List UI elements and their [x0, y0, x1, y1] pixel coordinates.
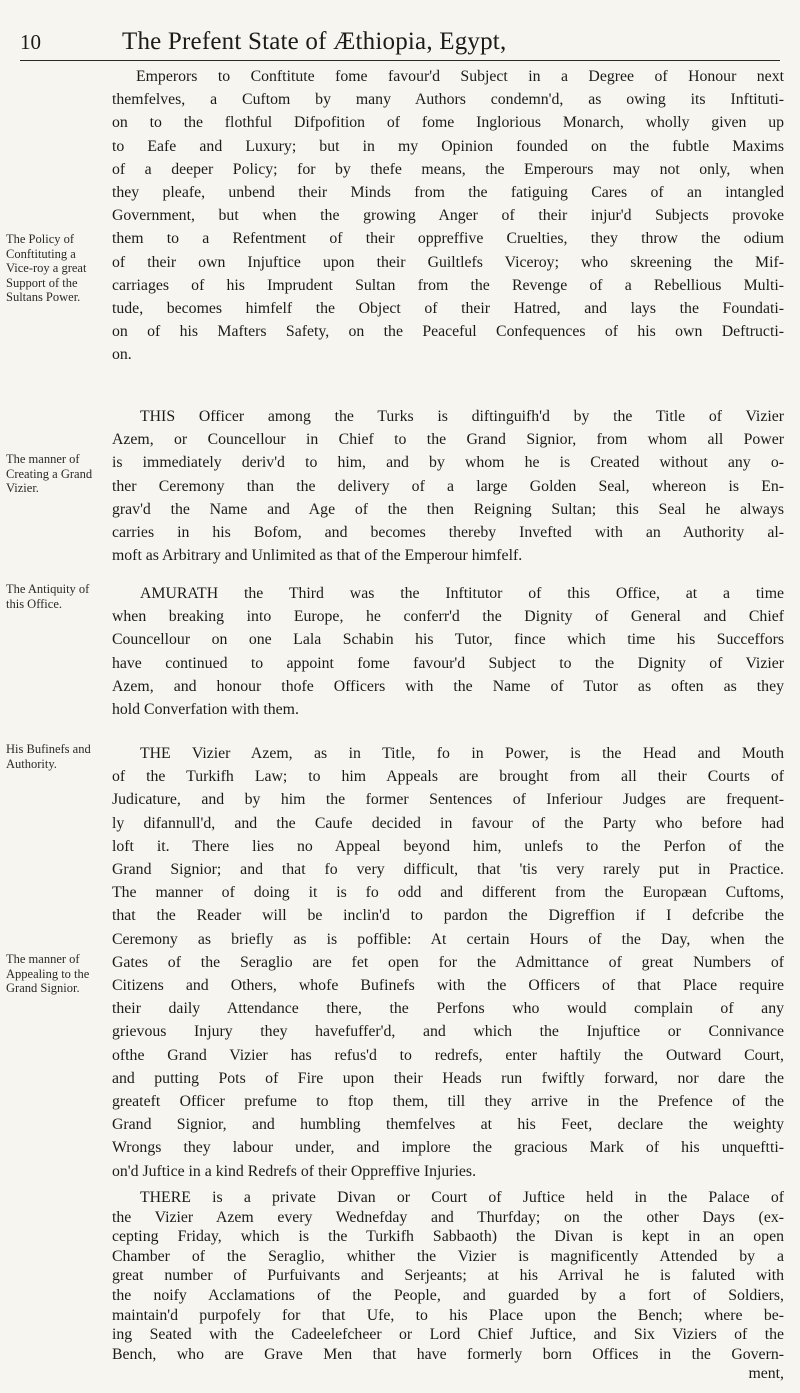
text-line: carriages of his Imprudent Sultan from the Revenge of a Rebellious Multi- [112, 276, 784, 294]
text-line: ment, [748, 1365, 784, 1383]
text-line: tude, becomes himfelf the Object of their Hatred, and lays the Foundati- [112, 300, 784, 318]
text-line: Citizens and Others, whofe Bufinefs with the Officers of that Place require [112, 977, 784, 995]
text-line: great number of Purfuivants and Serjeants; at his Arrival he is faluted with [112, 1267, 784, 1285]
paragraph-business-authority [112, 742, 784, 1183]
page-header [20, 0, 790, 60]
text-line: grav'd the Name and Age of the then Reigning Sultan; this Seal he always [112, 500, 784, 518]
text-line: ly difannull'd, and the Caufe decided in favour of the Party who before had [112, 814, 784, 832]
text-line: ther Ceremony than the delivery of a large Golden Seal, whereon is En- [112, 477, 784, 495]
text-line: Grand Signior; and that fo very difficult, that 'tis very rarely put in Practice. [112, 861, 784, 879]
body-text-5 [112, 1188, 784, 1384]
text-line: that the Reader will be inclin'd to pardon the Digreffion if I defcribe the [112, 907, 784, 925]
text-line: Bench, who are Grave Men that have formerly born Offices in the Govern- [112, 1345, 784, 1363]
text-line: Councellour on one Lala Schabin his Tutor, fince which time his Succeffors [112, 631, 784, 649]
text-line: maintain'd purpofely for that Ufe, to his Place upon the Bench; where be- [112, 1306, 784, 1324]
text-line: loft it. There lies no Appeal beyond him, unlefs to the Perfon of the [112, 837, 784, 855]
text-line: The manner of doing it is fo odd and different from the Europæan Cuftoms, [112, 884, 784, 902]
text-line: of a deeper Policy; for by thefe means, the Emperours may not only, when [112, 160, 784, 178]
text-line: THERE is a private Divan or Court of Juftice held in the Palace of [140, 1189, 784, 1206]
text-line: Grand Signior, and humbling themfelves at his Feet, declare the weighty [112, 1116, 784, 1134]
body-text-4 [112, 742, 784, 1183]
text-line: grievous Injury they havefuffer'd, and which the Injuftice or Connivance [112, 1023, 784, 1041]
text-line: moft as Arbitrary and Unlimited as that of the Emperour himfelf. [112, 547, 523, 565]
margin-note-appealing: The manner of Appealing to the Grand Signior. [6, 952, 90, 995]
text-line: and putting Pots of Fire upon their Heads run fwiftly forward, nor dare the [112, 1069, 784, 1087]
header-rule [20, 60, 780, 61]
text-line: THIS Officer among the Turks is diftinguifh'd by the Title of Vizier [140, 408, 784, 425]
text-line: AMURATH the Third was the Inftitutor of this Office, at a time [140, 585, 784, 602]
text-line: on of his Mafters Safety, on the Peaceful Confequences of his own Deftructi- [112, 323, 784, 341]
text-line: of the Turkifh Law; to him Appeals are brought from all their Courts of [112, 768, 784, 786]
text-line: Emperors to Conftitute fome favour'd Subject in a Degree of Honour next [136, 68, 784, 85]
text-line: ofthe Grand Vizier has refus'd to redrefs, enter haftily the Outward Court, [112, 1046, 784, 1064]
body-text-3 [112, 582, 784, 721]
text-line: the Vizier Azem every Wednefday and Thurfday; on the other Days (ex- [112, 1208, 784, 1226]
text-line: Chamber of the Seraglio, whither the Vizier is magnificently Attended by a [112, 1247, 784, 1265]
text-line: themfelves, a Cuftom by many Authors condemn'd, as owing its Inftituti- [112, 91, 784, 109]
text-line: on. [112, 346, 132, 364]
margin-note-policy-viceroy: The Policy of Conftituting a Vice-roy a great Support of the Sultans Power. [6, 232, 87, 304]
text-line: hold Converfation with them. [112, 701, 299, 719]
text-line: is immediately deriv'd to him, and by whom he is Created without any o- [112, 454, 784, 472]
margin-note-antiquity: The Antiquity of this Office. [6, 582, 90, 611]
text-line: their daily Attendance there, the Perfons who would complain of any [112, 1000, 784, 1018]
paragraph-viceroy-policy [112, 65, 784, 367]
text-line: them to a Refentment of their oppreffive Cruelties, they throw the odium [112, 230, 784, 248]
text-line: carries in his Bofom, and becomes thereby Invefted with an Authority al- [112, 524, 784, 542]
text-line: Azem, and honour thofe Officers with the Name of Tutor as often as they [112, 677, 784, 695]
body-text-2 [112, 405, 784, 567]
text-line: to Eafe and Luxury; but in my Opinion founded on the fubtle Maxims [112, 137, 784, 155]
running-head: The Prefent State of Æthiopia, Egypt, [122, 28, 507, 55]
page-number: 10 [20, 30, 41, 54]
text-line: on'd Juftice in a kind Redrefs of their Oppreffive Injuries. [112, 1162, 477, 1180]
paragraph-divan [112, 1188, 784, 1384]
text-line: Gates of the Seraglio are fet open for the Admittance of great Numbers of [112, 953, 784, 971]
text-line: they pleafe, unbend their Minds from the fatiguing Cares of an intangled [112, 184, 784, 202]
text-line: cepting Friday, which is the Turkifh Sabbaoth) the Divan is kept in an open [112, 1228, 784, 1246]
text-line: when breaking into Europe, he conferr'd the Dignity of General and Chief [112, 608, 784, 626]
text-line: Ceremony as briefly as is poffible: At certain Hours of the Day, when the [112, 930, 784, 948]
paragraph-amurath [112, 582, 784, 721]
text-line: have continued to appoint fome favour'd Subject to the Dignity of Vizier [112, 654, 784, 672]
text-line: ing Seated with the Cadeelefcheer or Lord Chief Juftice, and Six Viziers of the [112, 1326, 784, 1344]
text-line: Azem, or Councellour in Chief to the Grand Signior, from whom all Power [112, 431, 784, 449]
text-line: the noify Acclamations of the People, and guarded by a fort of Soldiers, [112, 1286, 784, 1304]
paragraph-vizier-title [112, 405, 784, 567]
text-line: greateft Officer prefume to ftop them, till they arrive in the Prefence of the [112, 1093, 784, 1111]
text-line: Government, but when the growing Anger of their injur'd Subjects provoke [112, 207, 784, 225]
text-line: THE Vizier Azem, as in Title, fo in Power, is the Head and Mouth [140, 745, 784, 762]
text-line: Wrongs they labour under, and implore the gracious Mark of his unqueftti- [112, 1139, 784, 1157]
text-line: on to the flothful Difpofition of fome Inglorious Monarch, wholly given up [112, 114, 784, 132]
margin-note-business-authority: His Bufinefs and Authority. [6, 742, 91, 771]
margin-note-creating-vizier: The manner of Creating a Grand Vizier. [6, 452, 93, 495]
text-line: of their own Injuftice upon their Guiltlefs Viceroy; who skreening the Mif- [112, 253, 784, 271]
text-line: Judicature, and by him the former Sentences of Inferiour Judges are frequent- [112, 791, 784, 809]
body-text [112, 65, 784, 367]
